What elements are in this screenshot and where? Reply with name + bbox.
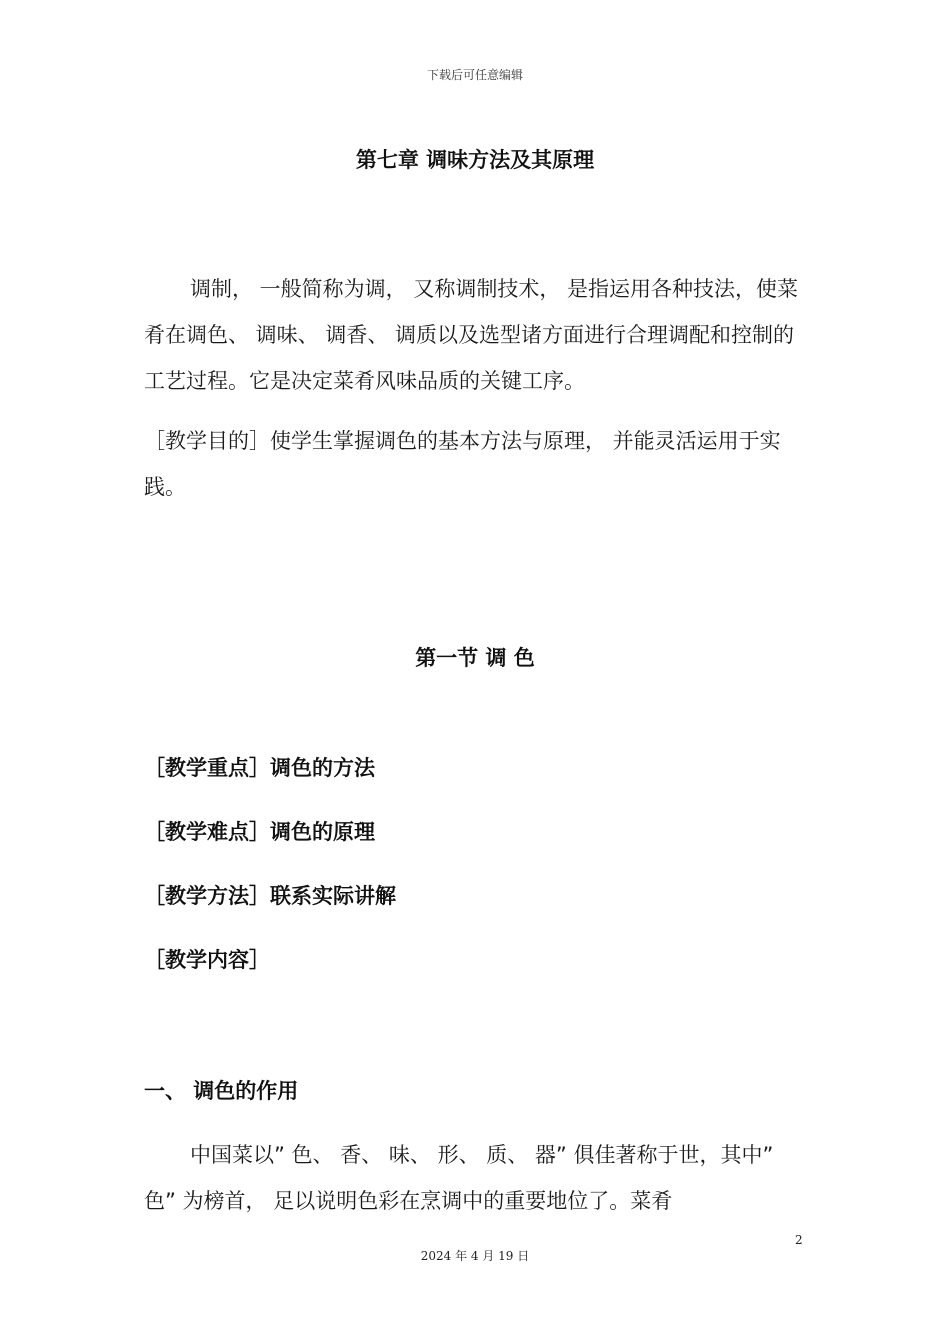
footer-date: 2024 年 4 月 19 日 [420,1249,530,1263]
subsection-paragraph: 中国菜以” 色、 香、 味、 形、 质、 器” 俱佳著称于世，其中” 色” 为榜首， 足以说明色彩在烹调中的重要地位了。菜肴 [144,1143,774,1213]
teaching-key-points: ［教学重点］调色的方法 [144,756,375,780]
teaching-method: ［教学方法］联系实际讲解 [144,884,396,908]
teaching-content: ［教学内容］ [144,948,270,972]
teaching-objective: ［教学目的］使学生掌握调色的基本方法与原理， 并能灵活运用于实践。 [144,429,781,499]
teaching-difficulties: ［教学难点］调色的原理 [144,820,375,844]
chapter-title: 第七章 调味方法及其原理 [355,148,595,172]
subsection-heading: 一、 调色的作用 [144,1079,299,1103]
page-number: 2 [795,1233,803,1247]
intro-paragraph: 调制， 一般简称为调， 又称调制技术， 是指运用各种技法，使菜肴在调色、 调味、 调香、 调质以及选型诸方面进行合理调配和控制的工艺过程。它是决定菜肴风味品质的关键工序。 [144,277,799,393]
header-note: 下载后可任意编辑 [426,68,523,82]
section-title: 第一节 调 色 [415,646,535,670]
